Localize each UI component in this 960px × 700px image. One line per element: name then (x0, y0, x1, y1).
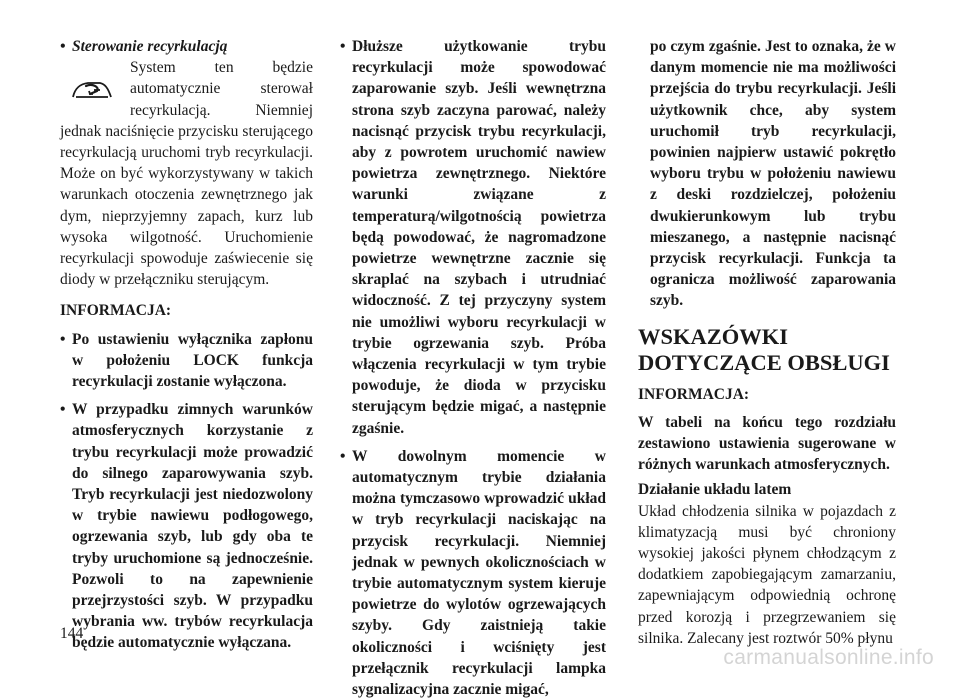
info-label-2: INFORMACJA: (638, 385, 750, 403)
recirculation-title: • Sterowanie recyrkulacją (60, 36, 313, 57)
watermark: carmanualsonline.info (723, 646, 934, 669)
car-recirculation-icon (60, 59, 124, 119)
column-right (638, 36, 896, 649)
section-heading: WSKAZÓWKI DOTYCZĄCE OBSŁUGI (638, 323, 890, 375)
recirculation-section (60, 57, 313, 290)
recirculation-text: System ten będzie automatycznie sterował recyrkulacją. Niemniej jednak naciśnięcie przycisku sterującego recyrkulacją uruchomi tryb recyrkulacji. Może on być wykorzystywany w takich warunkach otoczenia zewnętrznego jak dym, nieprzyjemny zapach, kurz lub wysoka wilgotność. Uruchomienie recyrkulacji spowoduje zaświecenie się diody w przełączniku sterującym. (60, 59, 313, 289)
summer-operation-title: Działanie układu latem (638, 481, 792, 499)
info-text: W tabeli na końcu tego rozdziału zestawiono ustawienia sugerowane w różnych warunkach atmosferycznych. (638, 413, 896, 474)
bullet-lock: • Po ustawieniu wyłącznika zapłonu w położeniu LOCK funkcja recyrkulacji zostanie wyłączona. (60, 329, 313, 393)
bullet-auto-mode: • W dowolnym momencie w automatycznym trybie działania można tymczasowo wprowadzić układ w tryb recyrkulacji naciskając na przycisk recyrkulacji. Niemniej jednak w pewnych okolicznościach w trybie automatycznym system kieruje powietrze do wylotów ogrzewających szyby. Gdy zaistnieją takie okoliczności i wciśnięty jest przełącznik recyrkulacji lampka sygnalizacyjna zacznie migać, (340, 446, 606, 700)
info-label-1: INFORMACJA: (60, 302, 172, 320)
page-number: 144 (60, 625, 84, 642)
summer-operation-text: Układ chłodzenia silnika w pojazdach z klimatyzacją musi być chroniony wysokiej jakości płynem chłodzącym z dodatkiem zapobiegającym zamarzaniu, zapewniającym odpowiednią ochronę przed korozją i przegrzewaniem się silnika. Zalecany jest roztwór 50% płynu (638, 502, 896, 647)
bullet-cold-weather: • W przypadku zimnych warunków atmosferycznych korzystanie z trybu recyrkulacji może prowadzić do silnego zaparowywania szyb. Tryb recyrkulacji jest niedozwolony w trybie nawiewu podłogowego, ogrzewania szyb, lub gdy oba te tryby uruchomione są jednocześnie. Pozwoli to na zapewnienie przejrzystości szyb. W przypadku wybrania ww. trybów recyrkulacja będzie automatycznie wyłączana. (60, 399, 313, 653)
column-left (60, 36, 313, 654)
continuation-text: po czym zgaśnie. Jest to oznaka, że w danym momencie nie ma możliwości przejścia do trybu recyrkulacji. Jeśli użytkownik chce, aby system uruchomił tryb recyrkulacji, powinien najpierw ustawić pokrętło wyboru trybu w położeniu nawiewu z deski rozdzielczej, położeniu dwukierunkowym lub trybu mieszanego, a następnie nacisnąć przycisk recyrkulacji. Funkcja ta ogranicza możliwość zaparowania szyb. (650, 38, 896, 310)
bullet-prolonged-use: • Dłuższe użytkowanie trybu recyrkulacji może spowodować zaparowanie szyb. Jeśli wewnętrzna strona szyb zaczyna parować, należy nacisnąć przycisk trybu recyrkulacji, aby z powrotem uruchomić nawiew powietrza zewnętrznego. Niektóre warunki związane z temperaturą/wilgotnością powietrza będą powodować, że nagromadzone powietrze wewnętrzne zacznie się skraplać na szybach i utrudniać widoczność. Z tej przyczyny system nie umożliwi wyboru recyrkulacji w trybie ogrzewania szyb. Próba włączenia recyrkulacji w tym trybie powoduje, że dioda w przycisku sterującym będzie migać, a następnie zgaśnie. (340, 36, 606, 439)
column-middle (340, 36, 606, 700)
